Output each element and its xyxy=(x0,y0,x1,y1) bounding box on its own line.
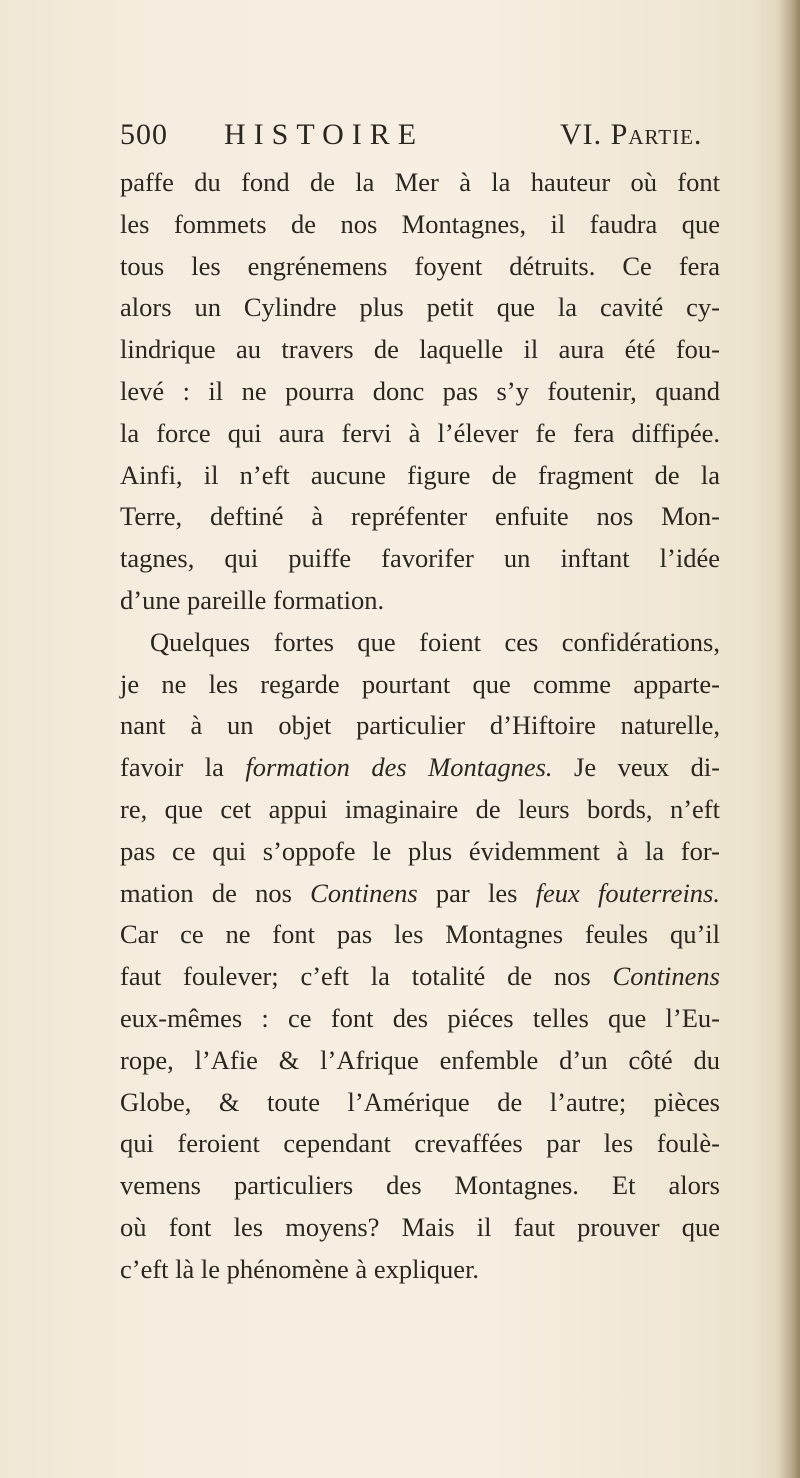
italic-phrase: Continens xyxy=(310,877,418,908)
text-line-italic-phrase xyxy=(120,873,720,915)
part-label xyxy=(560,118,702,152)
text-line: eux-mêmes : ce font des piéces telles que l’Eu- xyxy=(120,1002,720,1033)
text-fragment: faut foulever; c’eft la totalité de nos xyxy=(120,961,613,992)
text-line: paffe du fond de la Mer à la hauteur où font xyxy=(120,167,720,197)
text-line: pas ce qui s’oppofe le plus évidemment à la for- xyxy=(120,835,720,866)
italic-phrase: Continens xyxy=(612,961,720,992)
text-line: je ne les regarde pourtant que comme apparte- xyxy=(120,668,720,699)
paragraph-end-line: c’eft là le phénomène à expliquer. xyxy=(120,1253,480,1284)
text-line: qui feroient cependant crevaffées par les foulè- xyxy=(120,1128,720,1159)
text-fragment: Je veux di- xyxy=(552,752,721,783)
text-line-italic-phrase xyxy=(120,747,720,789)
page-edge-shadow xyxy=(778,0,800,1478)
text-line: Globe, & toute l’Amérique de l’autre; pièces xyxy=(120,1086,720,1117)
text-fragment: favoir la xyxy=(120,752,246,783)
text-fragment: mation de nos xyxy=(120,877,311,908)
page-number: 500 xyxy=(120,118,168,151)
text-line: alors un Cylindre plus petit que la cavité cy- xyxy=(120,292,720,323)
text-line: Car ce ne font pas les Montagnes feules qu’il xyxy=(120,919,720,950)
text-line: les fommets de nos Montagnes, il faudra que xyxy=(120,208,720,239)
text-line: où font les moyens? Mais il faut prouver que xyxy=(120,1211,720,1242)
text-line: tous les engrénemens foyent détruits. Ce fera xyxy=(120,250,720,281)
paragraph-start-line: Quelques fortes que foient ces confidérations, xyxy=(150,626,720,657)
running-header xyxy=(120,118,720,158)
text-fragment: par les xyxy=(417,877,536,908)
text-line: tagnes, qui puiffe favorifer un inftant l’idée xyxy=(120,543,720,574)
text-line: rope, l’Afie & l’Afrique enfemble d’un côté du xyxy=(120,1044,720,1075)
text-line: re, que cet appui imaginaire de leurs bords, n’eft xyxy=(120,793,720,824)
text-line-italic-phrase xyxy=(120,956,720,998)
text-line: Ainfi, il n’eft aucune figure de fragment de la xyxy=(120,459,720,490)
text-line: vemens particuliers des Montagnes. Et alors xyxy=(120,1170,720,1201)
text-line: Terre, deftiné à repréfenter enfuite nos Mon- xyxy=(120,501,720,532)
running-title: HISTOIRE xyxy=(224,118,425,151)
part-word: Partie. xyxy=(610,118,703,151)
text-line: la force qui aura fervi à l’élever fe fera diffipée. xyxy=(120,417,720,448)
paragraph-end-line: d’une pareille formation. xyxy=(120,584,385,615)
italic-phrase: feux fouterreins. xyxy=(535,877,720,908)
text-line: nant à un objet particulier d’Hiftoire naturelle, xyxy=(120,710,720,741)
text-line: levé : il ne pourra donc pas s’y foutenir, quand xyxy=(120,375,720,406)
part-prefix: VI. xyxy=(560,118,603,151)
body-text xyxy=(120,162,720,1291)
text-line: lindrique au travers de laquelle il aura été fou- xyxy=(120,334,720,365)
italic-phrase: formation des Montagnes. xyxy=(245,752,553,783)
